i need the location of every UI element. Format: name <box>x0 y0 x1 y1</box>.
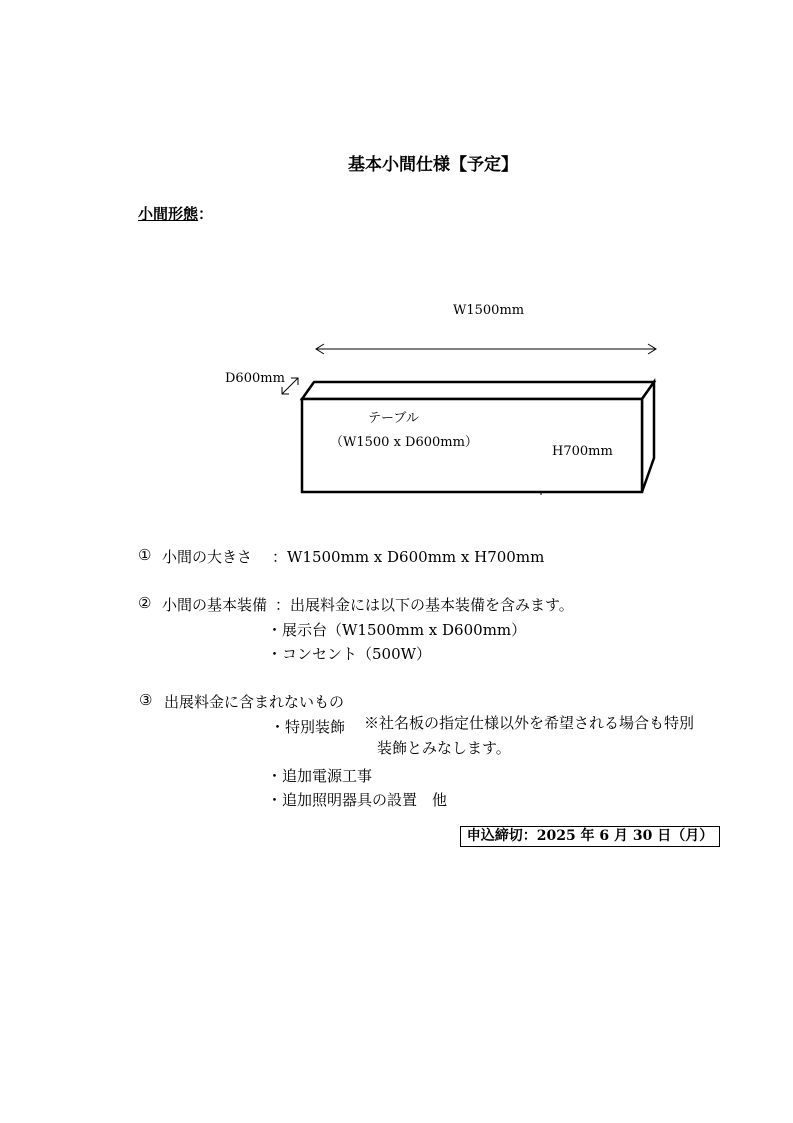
item3-sub1: ・特別装飾 <box>270 718 346 736</box>
table-label: テーブル <box>368 411 419 426</box>
item1-label: 小間の大きさ <box>162 548 253 566</box>
item2-marker: ② <box>138 594 152 612</box>
item1-marker: ① <box>138 546 152 564</box>
booth-type-colon: ： <box>198 205 214 223</box>
booth-type-label: 小間形態 <box>138 205 199 223</box>
page-title: 基本小間仕様【予定】 <box>348 155 518 175</box>
width-label: W1500mm <box>453 303 525 318</box>
height-label: H700mm <box>552 444 613 459</box>
item2-sub2: ・コンセント（500W） <box>267 645 432 663</box>
item3-label: 出展料金に含まれないもの <box>164 693 345 711</box>
item3-sub2: ・追加電源工事 <box>267 767 373 785</box>
item1-value: ：W1500mm x D600mm x H700mm <box>272 548 545 566</box>
item2-sub1: ・展示台（W1500mm x D600mm） <box>267 621 527 639</box>
table-dims: （W1500 x D600mm） <box>330 435 478 450</box>
item3-note1: ※社名板の指定仕様以外を希望される場合も特別 <box>364 714 695 732</box>
item3-note2: 装飾とみなします。 <box>377 739 511 757</box>
width-arrow <box>316 344 656 354</box>
item3-marker: ③ <box>139 691 153 709</box>
item2-label: 小間の基本装備 <box>162 596 268 614</box>
item3-sub3: ・追加照明器具の設置 他 <box>267 791 448 809</box>
depth-label: D600mm <box>225 371 285 386</box>
item2-value: ：出展料金には以下の基本装備を含みます。 <box>275 596 574 614</box>
deadline-box: 申込締切：2025 年 6 月 30 日（月） <box>460 826 720 847</box>
